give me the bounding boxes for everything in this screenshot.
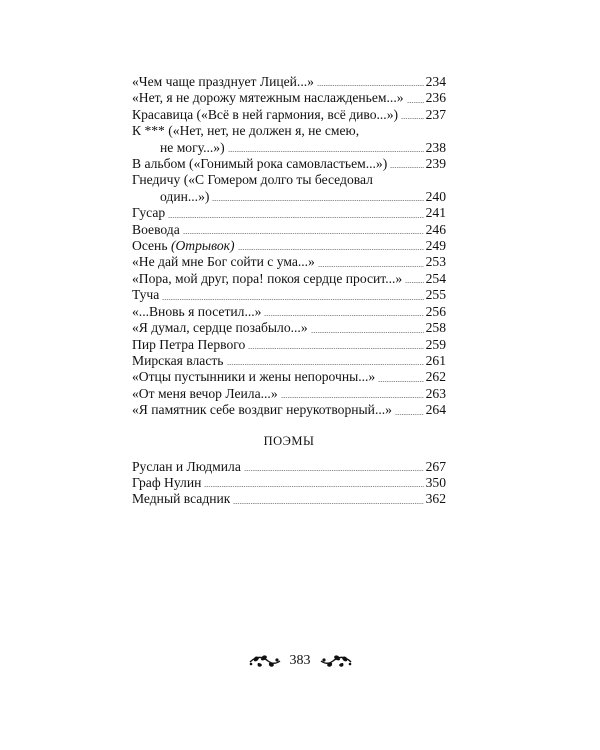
- toc-entry: [132, 205, 446, 221]
- toc-entry-title: Мирская власть: [132, 352, 224, 368]
- toc-entry-title: Красавица («Всё в ней гармония, всё диво...»): [132, 106, 399, 122]
- toc-entry-page: 267: [425, 458, 446, 474]
- dot-leader: [317, 85, 424, 86]
- toc-entry: [132, 369, 446, 385]
- dot-leader: [228, 151, 424, 152]
- dot-leader: [233, 503, 423, 504]
- toc-entry-page: 258: [425, 320, 446, 336]
- toc-entry-page: 236: [425, 90, 446, 106]
- toc-entry-page: 249: [425, 238, 446, 254]
- toc-entry-title: «...Вновь я посетил...»: [132, 303, 262, 319]
- toc-entry: [132, 304, 446, 320]
- toc-entry-page: 234: [425, 74, 446, 89]
- dot-leader: [183, 233, 424, 234]
- toc-entry: [132, 172, 446, 205]
- floral-ornament-right-icon: [319, 653, 353, 669]
- table-of-contents: [132, 74, 446, 508]
- toc-entry-title: «От меня вечор Леила...»: [132, 385, 278, 401]
- toc-entry-page: 362: [425, 491, 446, 507]
- dot-leader: [407, 102, 424, 103]
- dot-leader: [248, 348, 423, 349]
- dot-leader: [212, 200, 423, 201]
- toc-entry-title: «Чем чаще празднует Лицей...»: [132, 74, 314, 89]
- toc-entry-title-wrap: [132, 238, 235, 254]
- dot-leader: [264, 315, 423, 316]
- dot-leader: [311, 332, 424, 333]
- toc-entry-page: 256: [425, 303, 446, 319]
- dot-leader: [378, 381, 423, 382]
- dot-leader: [395, 414, 424, 415]
- toc-entry: [132, 238, 446, 254]
- toc-entry: [132, 459, 446, 475]
- toc-entry-page: 264: [425, 402, 446, 418]
- floral-ornament-left-icon: [248, 653, 282, 669]
- toc-entry: [132, 287, 446, 303]
- toc-entry: [132, 353, 446, 369]
- toc-entry-title: Пир Петра Первого: [132, 336, 246, 352]
- toc-entry-title-line1: Гнедичу («С Гомером долго ты беседовал: [132, 172, 373, 188]
- toc-entry: [132, 74, 446, 90]
- toc-entry: [132, 491, 446, 507]
- page-number: 383: [289, 653, 311, 668]
- dot-leader: [281, 397, 424, 398]
- toc-entry: [132, 402, 446, 418]
- toc-entry-title: Руслан и Людмила: [132, 458, 241, 474]
- toc-entry: [132, 156, 446, 172]
- toc-entry-page: 350: [425, 474, 446, 490]
- toc-entry-page: 237: [425, 106, 446, 122]
- toc-entry-page: 240: [425, 188, 446, 204]
- page-footer: [0, 653, 600, 669]
- toc-entry-page: 259: [425, 336, 446, 352]
- toc-entry: [132, 337, 446, 353]
- dot-leader: [168, 217, 423, 218]
- toc-entry-title: Воевода: [132, 221, 180, 237]
- dot-leader: [162, 299, 423, 300]
- toc-entry-title-line2: один...»): [160, 188, 210, 204]
- toc-entry-title: Туча: [132, 287, 160, 303]
- toc-entry: [132, 254, 446, 270]
- toc-entry-page: 246: [425, 221, 446, 237]
- toc-entry-page: 254: [425, 270, 446, 286]
- dot-leader: [390, 167, 423, 168]
- toc-entry-row2: [132, 189, 446, 205]
- toc-entry-title-line1: К *** («Нет, нет, не должен я, не смею,: [132, 123, 360, 139]
- toc-entry-title: «Нет, я не дорожу мятежным наслажденьем...»: [132, 90, 404, 106]
- toc-entry-title: «Не дай мне Бог сойти с ума...»: [132, 254, 315, 270]
- toc-entry-row2: [132, 140, 446, 156]
- dot-leader: [318, 266, 424, 267]
- dot-leader: [238, 249, 424, 250]
- toc-entry: [132, 107, 446, 123]
- toc-entry-title: «Пора, мой друг, пора! покоя сердце просит...»: [132, 270, 403, 286]
- toc-entry-title: «Я думал, сердце позабыло...»: [132, 320, 308, 336]
- toc-entry-title: «Я памятник себе воздвиг нерукотворный...»: [132, 402, 392, 418]
- toc-entry: [132, 123, 446, 156]
- toc-entry-page: 238: [425, 139, 446, 155]
- toc-entry-page: 253: [425, 254, 446, 270]
- toc-entry-page: 263: [425, 385, 446, 401]
- toc-entry-page: 241: [425, 205, 446, 221]
- section-heading: ПОЭМЫ: [263, 433, 315, 448]
- dot-leader: [401, 118, 424, 119]
- toc-entry: [132, 90, 446, 106]
- toc-entry-title: В альбом («Гонимый рока самовластьем...»): [132, 156, 388, 172]
- toc-entry: [132, 271, 446, 287]
- toc-entry-title: Медный всадник: [132, 491, 231, 507]
- dot-leader: [227, 364, 424, 365]
- toc-entry: [132, 386, 446, 402]
- dot-leader: [405, 282, 423, 283]
- toc-entry-page: 255: [425, 287, 446, 303]
- toc-entry-page: 262: [425, 369, 446, 385]
- toc-entry-subtitle: (Отрывок): [170, 238, 235, 254]
- toc-entry: [132, 320, 446, 336]
- toc-entry: [132, 475, 446, 491]
- toc-entry-title: Граф Нулин: [132, 474, 202, 490]
- dot-leader: [244, 470, 424, 471]
- toc-entry-title: Осень: [132, 238, 168, 254]
- toc-entry-title-line2: не могу...»): [160, 139, 225, 155]
- toc-entry: [132, 222, 446, 238]
- toc-entry-title: «Отцы пустынники и жены непорочны...»: [132, 369, 376, 385]
- toc-entry-page: 239: [425, 156, 446, 172]
- toc-entry-page: 261: [425, 352, 446, 368]
- toc-entry-title: Гусар: [132, 205, 166, 221]
- dot-leader: [204, 486, 423, 487]
